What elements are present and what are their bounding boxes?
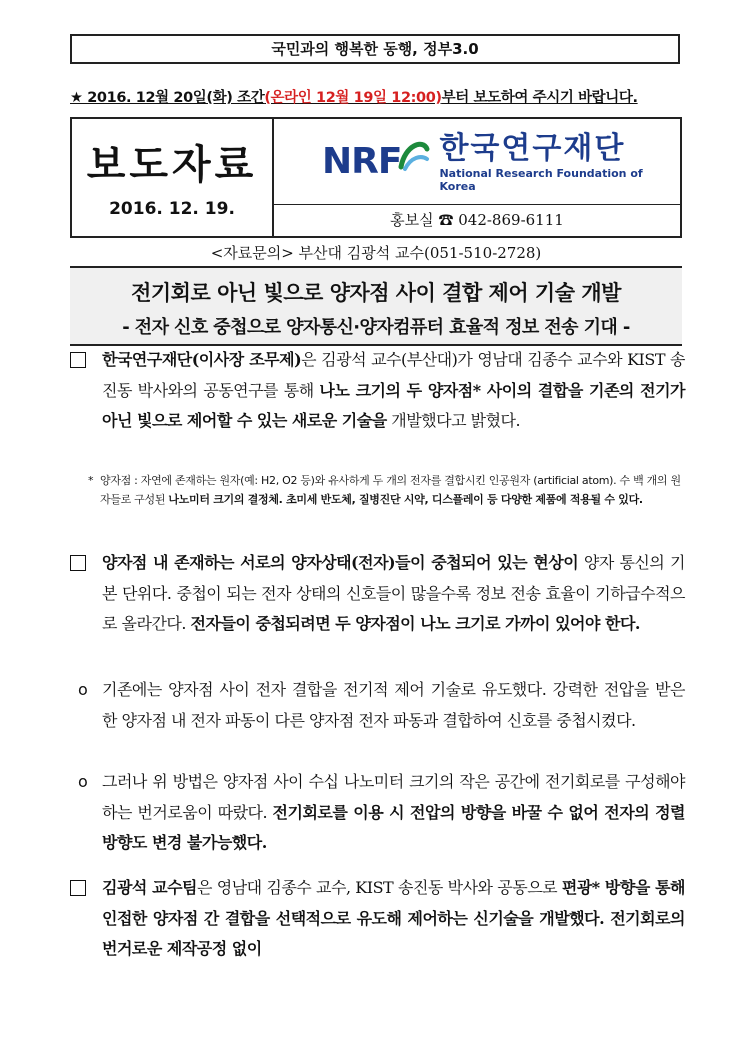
sub-paragraph-2 xyxy=(70,767,685,859)
paragraph-3-text xyxy=(102,873,685,965)
square-bullet-icon xyxy=(70,880,86,896)
inquiry-line: <자료문의> 부산대 김광석 교수(051-510-2728) xyxy=(210,244,542,262)
footnote-text-a: 양자점 : 자연에 존재하는 원자(예: H2, O2 등)와 유사하게 두 개의 전자를 결합시킨 인공원자 (artificial atom). 수 백 개의 원자들로 구성된 xyxy=(100,474,681,506)
footnote-text-bold: 나노미터 크기의 결정체. 초미세 반도체, 질병진단 시약, 디스플레이 등 다양한 제품에 적용될 수 있다. xyxy=(168,493,643,506)
contact-info xyxy=(274,205,680,236)
press-release-title: 보도자료 xyxy=(86,142,258,188)
headline: 전기회로 아닌 빛으로 양자점 사이 결합 제어 기술 개발 xyxy=(131,281,621,305)
paragraph-2 xyxy=(70,548,685,640)
circle-bullet: o xyxy=(78,772,88,791)
nrf-logo-text xyxy=(439,131,680,193)
release-date: 2016. 12. 19. xyxy=(109,199,235,219)
p1-bold-tech: 나노 크기의 두 양자점* 사이의 결합을 기존의 전기가 아닌 빛으로 제어할 수 있는 새로운 기술을 xyxy=(102,380,685,430)
nrf-korean-name: 한국연구재단 xyxy=(439,130,626,166)
o2-text-a: 그러나 위 방법은 양자점 사이 수십 나노미터 크기의 작은 공간에 전기회로를 구성해야 하는 번거로움이 따랐다. xyxy=(102,772,685,822)
footnote-text xyxy=(100,471,685,509)
header-title-cell xyxy=(72,119,274,236)
embargo-prefix: ★ 2016. 12월 20일(화) 조간 xyxy=(70,90,265,106)
nrf-letters: NRF xyxy=(322,141,402,182)
sub-paragraph-2-text xyxy=(102,767,685,859)
embargo-notice xyxy=(70,86,682,110)
contact-phone: 042-869-6111 xyxy=(458,211,564,229)
subheadline: - 전자 신호 중첩으로 양자통신·양자컴퓨터 효율적 정보 전송 기대 - xyxy=(122,317,630,338)
p1-text-d: 개발했다고 밝혔다. xyxy=(386,411,521,430)
square-bullet-icon xyxy=(70,555,86,571)
paragraph-1-text xyxy=(102,345,685,437)
contact-department: 홍보실 xyxy=(390,211,434,229)
p3-bold-team: 김광석 교수팀 xyxy=(102,878,197,897)
nrf-swirl-icon xyxy=(397,137,431,177)
sub-paragraph-1-text: 기존에는 양자점 사이 전자 결합을 전기적 제어 기술로 유도했다. 강력한 전압을 받은 한 양자점 내 전자 파동이 다른 양자점 전자 파동과 결합하여 신호를 중첩시켰다. xyxy=(102,680,685,730)
embargo-online-time: (온라인 12월 19일 12:00) xyxy=(264,90,442,106)
p2-bold-a: 양자점 내 존재하는 서로의 양자상태(전자)들이 중첩되어 있는 현상이 xyxy=(102,553,579,572)
nrf-logo-mark xyxy=(322,141,431,182)
p1-bold-org: 한국연구재단(이사장 조무제) xyxy=(102,350,302,369)
paragraph-2-text xyxy=(102,548,685,640)
embargo-suffix: 부터 보도하여 주시기 바랍니다. xyxy=(441,90,638,106)
header-org-cell xyxy=(274,119,680,236)
slogan-text: 국민과의 행복한 동행, 정부3.0 xyxy=(271,40,479,58)
p3-bold-tech: 편광* 방향을 통해 인접한 양자점 간 결합을 선택적으로 유도해 제어하는 신기술 xyxy=(102,878,685,928)
government-slogan-box xyxy=(70,34,680,64)
square-bullet-icon xyxy=(70,352,86,368)
footnote-quantum-dot xyxy=(88,471,685,509)
press-release-header xyxy=(70,117,682,238)
circle-bullet: o xyxy=(78,680,88,699)
p2-text-b: 양자 통신의 기본 단위다. 중첩이 되는 전자 상태의 신호들이 많을수록 정보 전송 효율이 기하급수적으로 올라간다. xyxy=(102,553,685,633)
headline-box xyxy=(70,266,682,346)
paragraph-1 xyxy=(70,345,685,437)
o2-bold-b: 전기회로를 이용 시 전압의 방향을 바꿀 수 없어 전자의 정렬 방향도 변경 불가능했다. xyxy=(102,802,686,852)
p1-text-b: 은 김광석 교수(부산대)가 영남대 김종수 교수와 KIST 송진동 박사와의 공동연구를 통해 xyxy=(102,350,685,400)
p2-bold-c: 전자들이 중첩되려면 두 양자점이 나노 크기로 가까이 있어야 한다. xyxy=(190,614,640,633)
nrf-english-name: National Research Foundation of Korea xyxy=(439,166,643,193)
p3-bold-d: 을 개발했다. 전기회로의 번거로운 제작공정 없이 xyxy=(102,908,685,958)
nrf-logo xyxy=(274,119,680,205)
paragraph-3 xyxy=(70,873,685,965)
footnote-star: * xyxy=(88,474,94,487)
p3-text-b: 은 영남대 김종수 교수, KIST 송진동 박사와 공동으로 xyxy=(197,878,562,897)
phone-icon: ☎ xyxy=(438,211,454,229)
sub-paragraph-1 xyxy=(70,675,685,736)
